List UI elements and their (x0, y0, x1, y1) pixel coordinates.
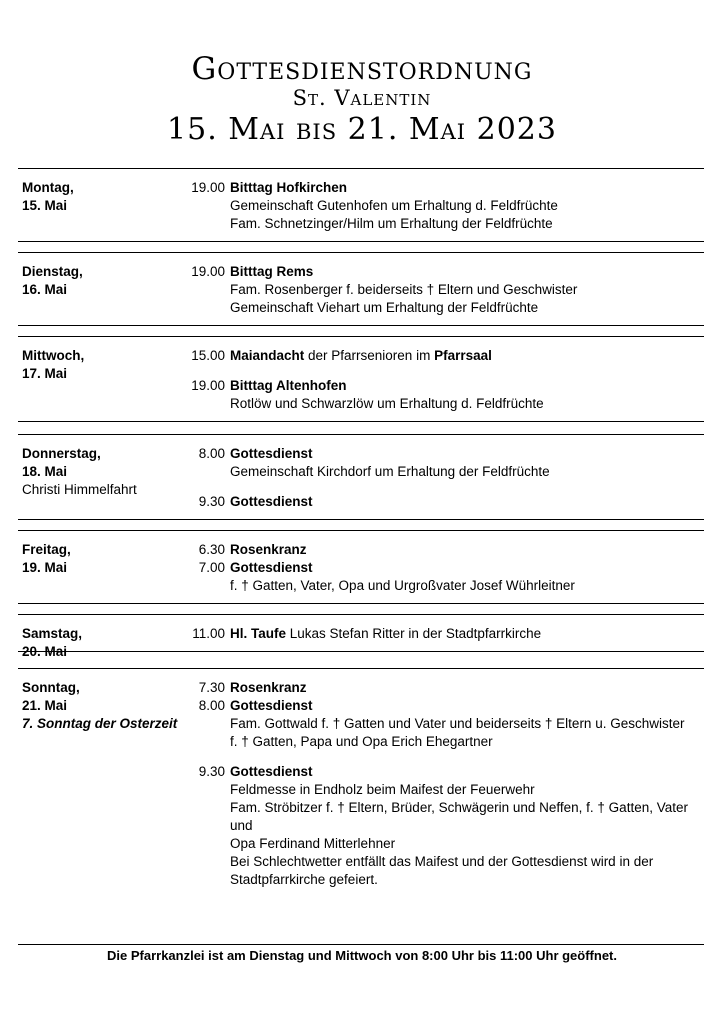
day-separator (18, 421, 704, 434)
day-block (18, 336, 704, 421)
event-row (168, 445, 704, 481)
event-details (230, 445, 704, 481)
intention-line: f. † Gatten, Vater, Opa und Urgroßvater Josef Wührleitner (230, 578, 575, 593)
event-details (230, 179, 704, 233)
office-hours-note: Die Pfarrkanzlei ist am Dienstag und Mittwoch von 8:00 Uhr bis 11:00 Uhr geöffnet. (107, 948, 617, 963)
intention-line: Bei Schlechtwetter entfällt das Maifest und der Gottesdienst wird in der (230, 854, 654, 869)
event-list (168, 263, 704, 317)
intention-line: Fam. Ströbitzer f. † Eltern, Brüder, Schwägerin und Neffen, f. † Gatten, Vater und (230, 800, 688, 833)
day-block (18, 434, 704, 519)
day-date: 17. Mai (22, 366, 68, 381)
event-list (168, 625, 704, 643)
event-details (230, 763, 704, 889)
event-time: 8.00 (198, 698, 225, 713)
event-time: 19.00 (191, 378, 225, 393)
weekday: Donnerstag, (22, 446, 101, 461)
event-title: Gottesdienst (230, 764, 313, 779)
event-heading (230, 347, 704, 365)
event-title: Bitttag Altenhofen (230, 378, 347, 393)
intention-line: Stadtpfarrkirche gefeiert. (230, 872, 378, 887)
event-time: 19.00 (191, 264, 225, 279)
event-title: Bitttag Hofkirchen (230, 180, 348, 195)
parish-name: St. Valentin (292, 86, 432, 110)
event-title: Gottesdienst (230, 698, 313, 713)
event-row (168, 179, 704, 233)
event-row (168, 763, 704, 889)
schedule-list (18, 168, 704, 897)
event-time: 6.30 (198, 542, 225, 557)
event-details (230, 559, 704, 595)
event-details (230, 541, 704, 559)
day-date: 15. Mai (22, 198, 68, 213)
event-title: Rosenkranz (230, 542, 307, 557)
weekday: Samstag, (22, 626, 83, 641)
event-heading (230, 679, 704, 697)
weekday: Dienstag, (22, 264, 83, 279)
event-title: Gottesdienst (230, 494, 313, 509)
event-list (168, 541, 704, 595)
event-row (168, 493, 704, 511)
event-heading (230, 179, 704, 197)
event-title: Hl. Taufe (230, 626, 287, 641)
event-heading (230, 625, 704, 643)
event-heading (230, 263, 704, 281)
page-header (0, 52, 724, 148)
weekday: Montag, (22, 180, 74, 195)
event-location: Pfarrsaal (434, 348, 492, 363)
intention-line: Fam. Rosenberger f. beiderseits † Eltern und Geschwister (230, 282, 578, 297)
day-label (22, 347, 192, 383)
day-separator (18, 241, 704, 252)
event-heading (230, 377, 704, 395)
event-title: Bitttag Rems (230, 264, 314, 279)
intention-line: Gemeinschaft Viehart um Erhaltung der Feldfrüchte (230, 300, 539, 315)
page-title: Gottesdienstordnung (191, 51, 533, 87)
day-label (22, 179, 192, 215)
day-block (18, 668, 704, 897)
event-list (168, 679, 704, 889)
intention-line: f. † Gatten, Papa und Opa Erich Ehegartner (230, 734, 493, 749)
event-row (168, 263, 704, 317)
event-row (168, 679, 704, 697)
event-title: Gottesdienst (230, 560, 313, 575)
event-details (230, 679, 704, 697)
intention-line: Gemeinschaft Gutenhofen um Erhaltung d. Feldfrüchte (230, 198, 558, 213)
event-time: 8.00 (198, 446, 225, 461)
event-row (168, 541, 704, 559)
event-row (168, 697, 704, 751)
event-heading (230, 697, 704, 715)
intention-line: Feldmesse in Endholz beim Maifest der Feuerwehr (230, 782, 535, 797)
day-date: 20. Mai (22, 644, 68, 659)
event-title: Maiandacht (230, 348, 305, 363)
event-row (168, 559, 704, 595)
event-title: Rosenkranz (230, 680, 307, 695)
intention-line: Opa Ferdinand Mitterlehner (230, 836, 396, 851)
day-label (22, 679, 192, 733)
event-heading (230, 541, 704, 559)
day-label (22, 541, 192, 577)
event-details (230, 347, 704, 365)
event-row (168, 377, 704, 413)
day-block (18, 252, 704, 325)
weekday: Mittwoch, (22, 348, 85, 363)
event-details (230, 377, 704, 413)
day-block (18, 530, 704, 603)
day-separator (18, 519, 704, 530)
day-label (22, 263, 192, 299)
event-details (230, 625, 704, 643)
day-date: 16. Mai (22, 282, 68, 297)
event-heading (230, 493, 704, 511)
event-list (168, 179, 704, 233)
date-range: 15. Mai bis 21. Mai 2023 (167, 112, 557, 147)
day-date: 21. Mai (22, 698, 68, 713)
event-time: 11.00 (192, 626, 225, 641)
event-time: 15.00 (191, 348, 225, 363)
event-row (168, 625, 704, 643)
event-details (230, 493, 704, 511)
day-block (18, 168, 704, 241)
day-separator (18, 603, 704, 614)
day-block (18, 614, 704, 659)
feast-name: Christi Himmelfahrt (22, 482, 137, 497)
intention-line: Fam. Gottwald f. † Gatten und Vater und beiderseits † Eltern u. Geschwister (230, 716, 685, 731)
day-date: 18. Mai (22, 464, 68, 479)
event-title-detail: der Pfarrsenioren im (304, 348, 435, 363)
event-time: 9.30 (198, 494, 225, 509)
liturgical-day: 7. Sonntag der Osterzeit (22, 716, 178, 731)
weekday: Sonntag, (22, 680, 80, 695)
event-details (230, 263, 704, 317)
day-date: 19. Mai (22, 560, 68, 575)
event-heading (230, 559, 704, 577)
event-time: 9.30 (198, 764, 225, 779)
intention-line: Gemeinschaft Kirchdorf um Erhaltung der Feldfrüchte (230, 464, 550, 479)
event-title-detail: Lukas Stefan Ritter in der Stadtpfarrkirche (286, 626, 542, 641)
day-label (22, 625, 192, 661)
day-label (22, 445, 192, 499)
event-time: 7.30 (198, 680, 225, 695)
event-list (168, 347, 704, 413)
weekday: Freitag, (22, 542, 71, 557)
day-separator (18, 325, 704, 336)
event-title: Gottesdienst (230, 446, 313, 461)
intention-line: Fam. Schnetzinger/Hilm um Erhaltung der Feldfrüchte (230, 216, 553, 231)
event-time: 7.00 (198, 560, 225, 575)
event-row (168, 347, 704, 365)
event-heading (230, 445, 704, 463)
event-details (230, 697, 704, 751)
event-heading (230, 763, 704, 781)
footer-divider (18, 944, 704, 945)
event-list (168, 445, 704, 511)
intention-line: Rotlöw und Schwarzlöw um Erhaltung d. Feldfrüchte (230, 396, 544, 411)
event-time: 19.00 (191, 180, 225, 195)
